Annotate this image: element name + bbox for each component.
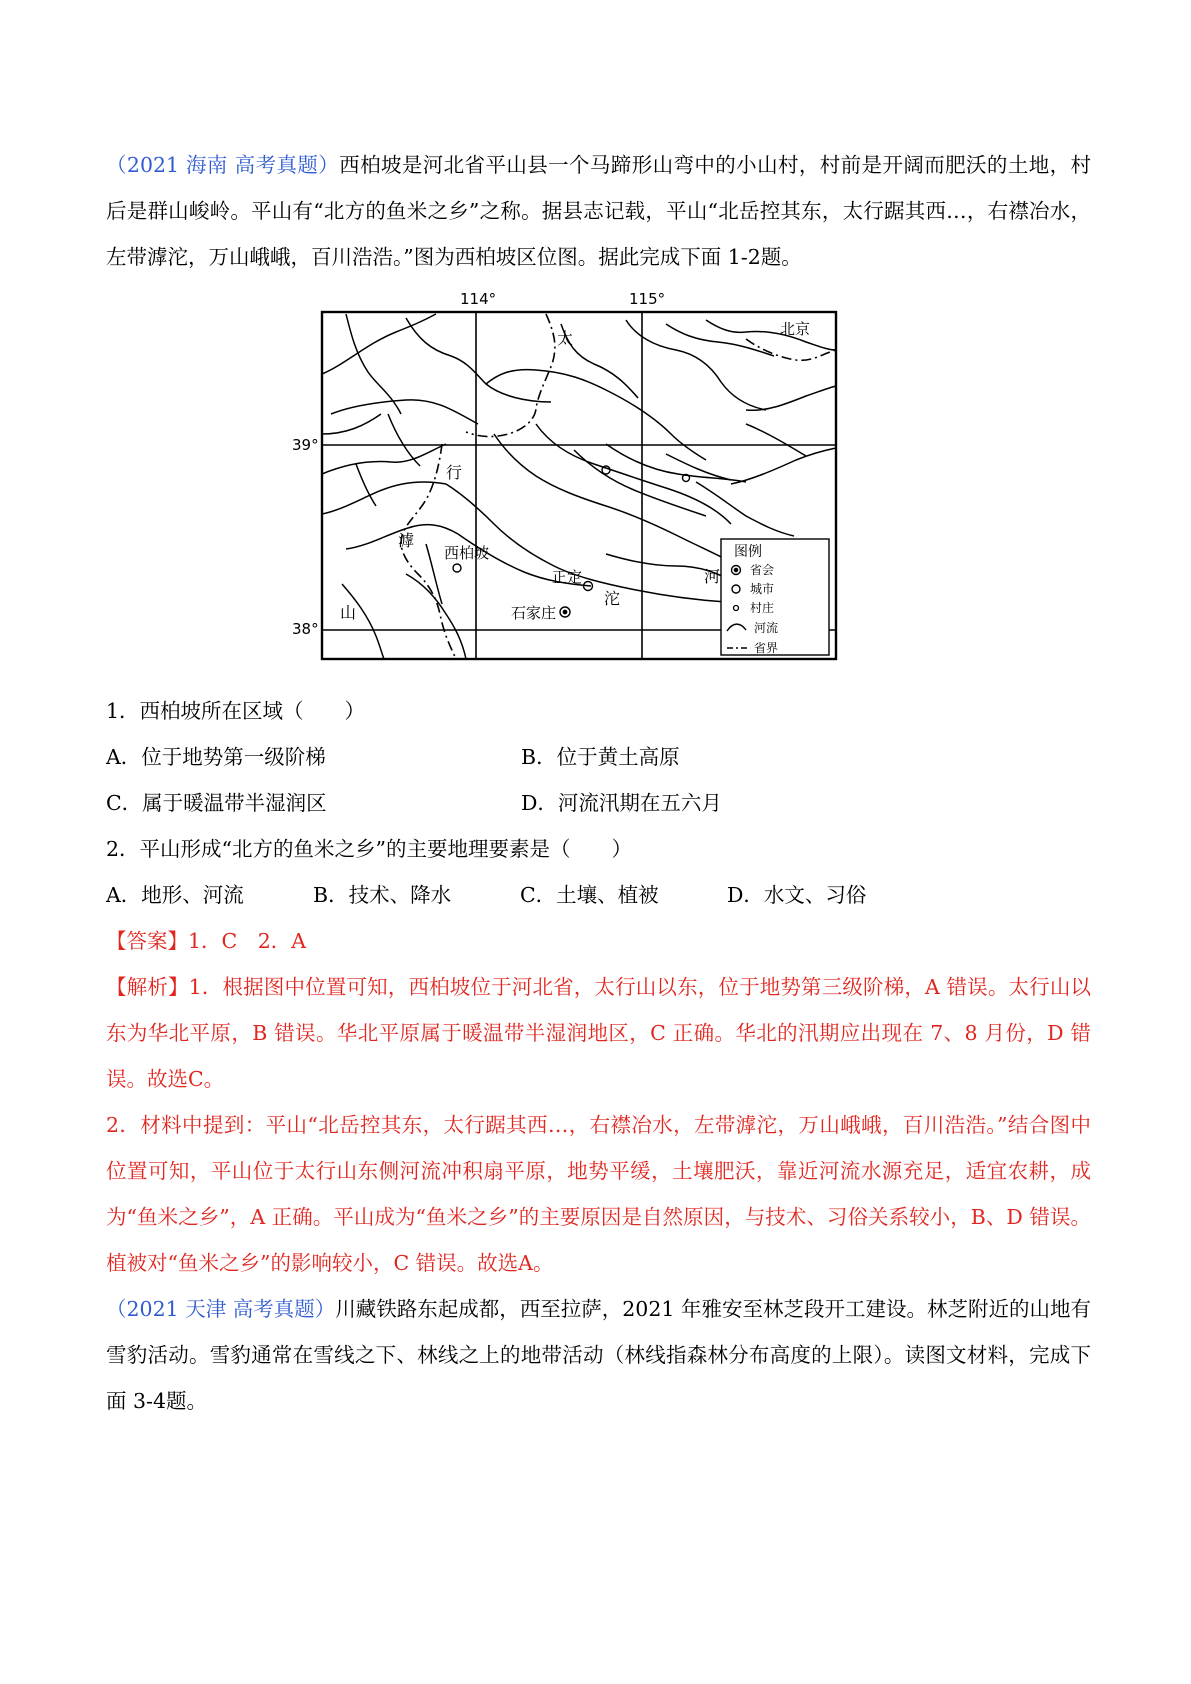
answer-line: 【答案】1．C 2．A bbox=[106, 929, 307, 953]
river-char-hu: 滹 bbox=[398, 531, 415, 550]
analysis-2: 2．材料中提到：平山“北岳控其东，太行踞其西…，右襟冶水，左带滹沱，万山峨峨，百川浩浩。”结合图中位置可知，平山位于太行山东侧河流冲积扇平原，地势平缓，土壤肥沃，靠近河流水源充足，适宜农耕，成为“鱼米之乡”，A 正确。平山成为“鱼米之乡”的主要原因是自然原因，与技术、习俗关系较小，B、D 错误。植被对“鱼米之乡”的影响较小，C 错误。故选A。 bbox=[106, 1113, 1091, 1275]
question-2-options bbox=[106, 872, 1091, 918]
lat-label-38: 38° bbox=[292, 620, 319, 638]
legend-item-provincial-capital: 省会 bbox=[750, 563, 775, 577]
q2-option-d: D．水文、习俗 bbox=[727, 883, 867, 907]
place-beijing: 北京 bbox=[780, 320, 811, 338]
question-1-options bbox=[106, 734, 1091, 826]
legend-item-village: 村庄 bbox=[750, 601, 775, 615]
document-page bbox=[106, 142, 1091, 1424]
terrain-char-shan: 山 bbox=[340, 603, 357, 622]
river-char-tuo: 沱 bbox=[604, 589, 621, 608]
map-svg bbox=[106, 284, 1091, 684]
terrain-char-hang: 行 bbox=[446, 463, 463, 482]
intro-text-2: 川藏铁路东起成都，西至拉萨，2021 年雅安至林芝段开工建设。林芝附近的山地有雪豹活动。雪豹通常在雪线之下、林线之上的地带活动（林线指森林分布高度的上限）。读图文材料，完成下面 3-4题。 bbox=[106, 1297, 1092, 1413]
xibaipo-symbol bbox=[453, 564, 461, 572]
q2-option-b: B．技术、降水 bbox=[313, 883, 452, 907]
legend-item-river: 河流 bbox=[754, 621, 779, 635]
province-boundary-beijing bbox=[746, 339, 836, 360]
location-map bbox=[106, 284, 1091, 684]
province-boundary-north bbox=[466, 314, 555, 437]
analysis-1: 【解析】1．根据图中位置可知，西柏坡位于河北省，太行山以东，位于地势第三级阶梯，A 错误。太行山以东为华北平原，B 错误。华北平原属于暖温带半湿润地区，C 正确。华北的汛期应出现在 7、8 月份，D 错误。故选C。 bbox=[106, 975, 1091, 1091]
place-shijiazhuang: 石家庄 bbox=[511, 604, 557, 622]
q2-option-c: C．土壤、植被 bbox=[520, 883, 659, 907]
lon-label-115: 115° bbox=[629, 290, 666, 308]
legend-item-boundary: 省界 bbox=[754, 641, 779, 655]
legend-title: 图例 bbox=[734, 544, 762, 560]
question-1-stem: 1．西柏坡所在区域（ ） bbox=[106, 699, 366, 723]
q1-option-c: C．属于暖温带半湿润区 bbox=[106, 791, 327, 815]
q2-option-a: A．地形、河流 bbox=[106, 883, 244, 907]
lon-label-114: 114° bbox=[460, 290, 497, 308]
river-char-he: 河 bbox=[704, 567, 721, 586]
intro-paragraph-1 bbox=[106, 142, 1091, 280]
intro-paragraph-2 bbox=[106, 1286, 1091, 1424]
terrain-char-tai: 太 bbox=[557, 329, 574, 348]
question-2-stem: 2．平山形成“北方的鱼米之乡”的主要地理要素是（ ） bbox=[106, 837, 633, 861]
place-zhengding: 正定 bbox=[552, 568, 583, 586]
intro-text: 西柏坡是河北省平山县一个马蹄形山弯中的小山村，村前是开阔而肥沃的土地，村后是群山峻岭。平山有“北方的鱼米之乡”之称。据县志记载，平山“北岳控其东，太行踞其西…，右襟冶水，左带滹沱，万山峨峨，百川浩浩。”图为西柏坡区位图。据此完成下面 1-2题。 bbox=[106, 153, 1092, 269]
lat-label-39: 39° bbox=[292, 436, 319, 454]
q1-option-b: B．位于黄土高原 bbox=[521, 745, 680, 769]
source-tag: （2021 海南 高考真题） bbox=[106, 153, 340, 177]
q1-option-a: A．位于地势第一级阶梯 bbox=[106, 745, 326, 769]
village-symbol-1 bbox=[602, 466, 610, 474]
source-tag-2: （2021 天津 高考真题） bbox=[106, 1297, 336, 1321]
place-xibaipo: 西柏坡 bbox=[444, 544, 490, 562]
legend-item-city: 城市 bbox=[750, 582, 775, 596]
q1-option-d: D．河流汛期在五六月 bbox=[521, 791, 722, 815]
